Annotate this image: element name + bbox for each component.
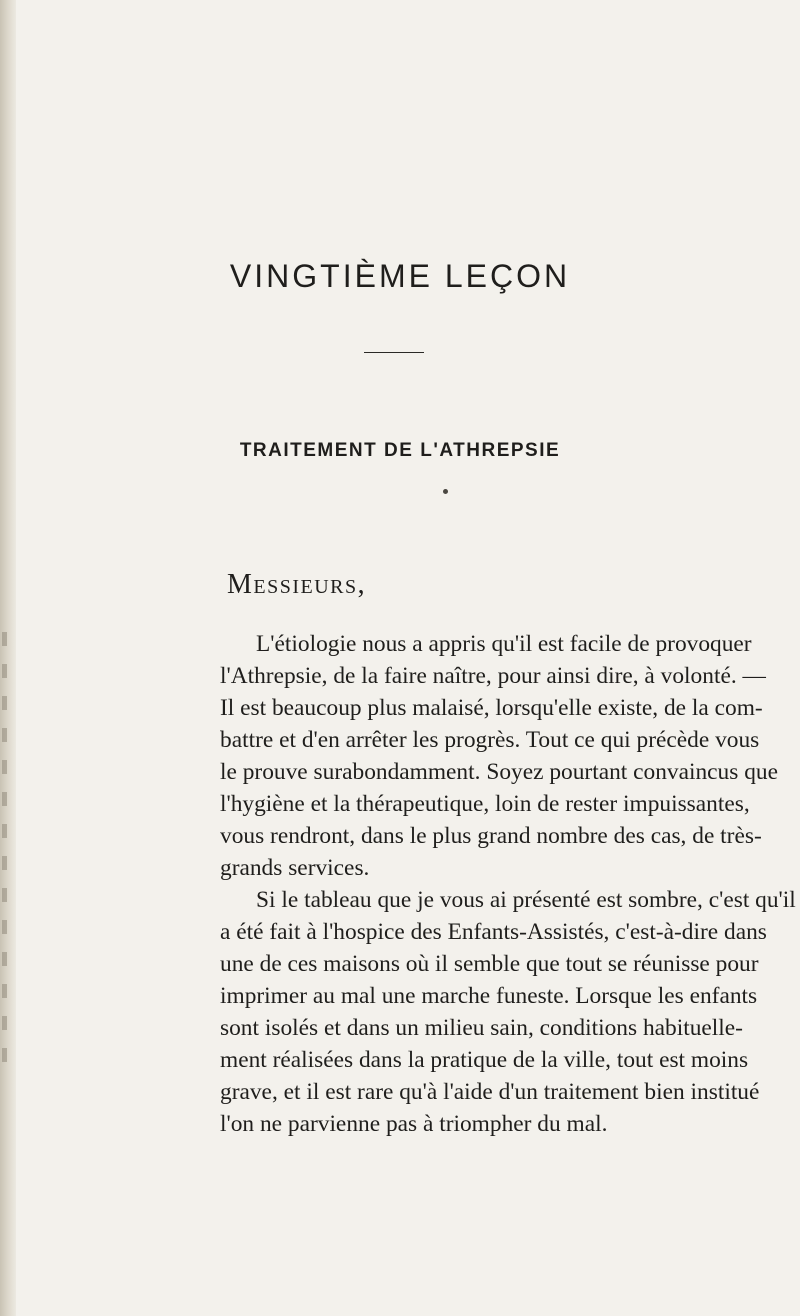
text-line: une de ces maisons où il semble que tout se réunisse pour: [220, 951, 759, 977]
section-title: TRAITEMENT DE L'ATHREPSIE: [239, 440, 561, 461]
salutation: Messieurs,: [227, 569, 367, 600]
binding-mark: [2, 632, 7, 646]
text-line: l'Athrepsie, de la faire naître, pour ainsi dire, à volonté. —: [220, 663, 766, 689]
ornament-dot: [443, 489, 448, 494]
paragraph-1: [220, 628, 778, 884]
binding-mark: [2, 1048, 7, 1062]
text-line: l'on ne parvienne pas à triompher du mal.: [220, 1111, 608, 1137]
title-divider: [364, 352, 424, 353]
binding-mark: [2, 888, 7, 902]
binding-mark: [2, 920, 7, 934]
text-line: sont isolés et dans un milieu sain, conditions habituelle-: [220, 1015, 743, 1041]
binding-mark: [2, 856, 7, 870]
binding-mark: [2, 696, 7, 710]
text-line: grave, et il est rare qu'à l'aide d'un traitement bien institué: [220, 1079, 760, 1105]
chapter-title: VINGTIÈME LEÇON: [229, 258, 571, 294]
text-line: ment réalisées dans la pratique de la ville, tout est moins: [220, 1047, 749, 1073]
text-line: Si le tableau que je vous ai présenté est sombre, c'est qu'il: [256, 887, 796, 913]
binding-mark: [2, 952, 7, 966]
paragraph-2: [220, 884, 796, 1140]
text-line: l'hygiène et la thérapeutique, loin de rester impuissantes,: [220, 791, 750, 817]
body-text: [220, 628, 796, 1140]
text-line: battre et d'en arrêter les progrès. Tout ce qui précède vous: [220, 727, 760, 753]
text-line: le prouve surabondamment. Soyez pourtant convaincus que: [220, 759, 778, 785]
text-line: Il est beaucoup plus malaisé, lorsqu'elle existe, de la com-: [220, 695, 763, 721]
text-line: vous rendront, dans le plus grand nombre des cas, de très-: [220, 823, 762, 849]
binding-mark: [2, 824, 7, 838]
binding-mark: [2, 1016, 7, 1030]
binding-mark: [2, 728, 7, 742]
text-line: L'étiologie nous a appris qu'il est facile de provoquer: [256, 631, 752, 657]
binding-mark: [2, 792, 7, 806]
text-line: grands services.: [220, 855, 370, 881]
text-line: imprimer au mal une marche funeste. Lorsque les enfants: [220, 983, 758, 1009]
binding-mark: [2, 760, 7, 774]
page-spine-shadow: [0, 0, 16, 1316]
binding-mark: [2, 984, 7, 998]
text-line: a été fait à l'hospice des Enfants-Assistés, c'est-à-dire dans: [220, 919, 767, 945]
binding-mark: [2, 664, 7, 678]
